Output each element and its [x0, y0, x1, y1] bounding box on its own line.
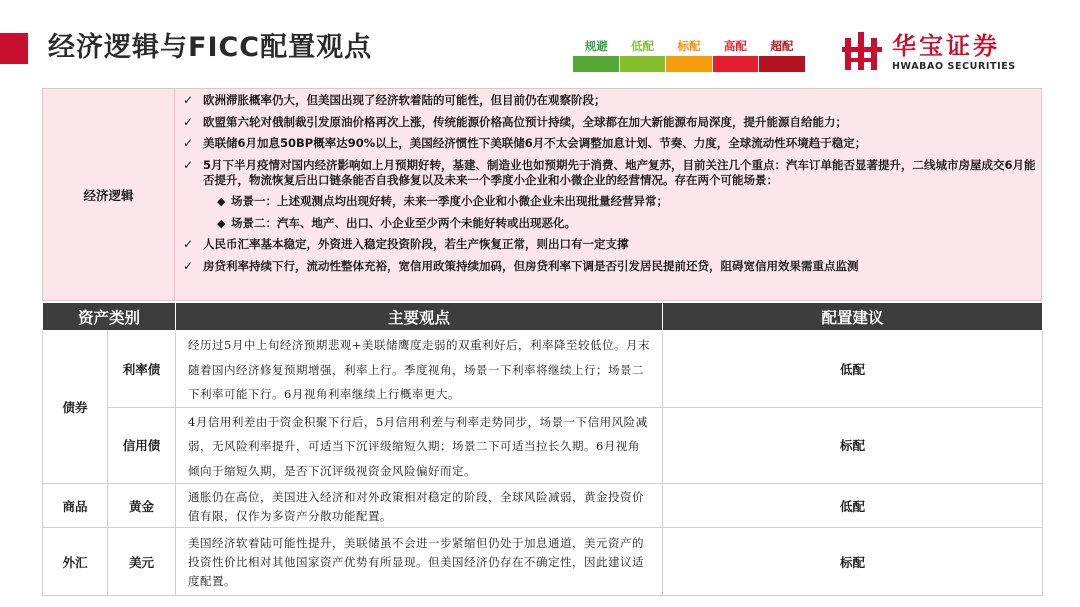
table-row [43, 331, 1043, 408]
check-icon: ✓ [183, 237, 194, 251]
table-row [43, 407, 1043, 484]
economic-logic-points [183, 93, 1038, 280]
logic-point-text: 欧洲滞胀概率仍大，但美国出现了经济软着陆的可能性，但目前仍在观察阶段； [203, 93, 606, 107]
economic-logic-panel [42, 88, 1042, 301]
check-icon: ✓ [183, 258, 194, 273]
logo-english-name: HWABAO SECURITIES [892, 61, 1016, 72]
asset-name: 黄金 [108, 484, 176, 528]
scale-labels [573, 38, 805, 54]
logic-point [183, 237, 1038, 252]
scale-segment-max-overweight [759, 56, 805, 72]
logic-point [183, 136, 1038, 151]
economic-logic-label: 经济逻辑 [43, 89, 175, 300]
asset-group-commodities: 商品 [43, 484, 108, 528]
diamond-icon: ◆ [217, 195, 226, 208]
scenario-text: 场景二：汽车、地产、出口、小企业至少两个未能好转或出现恶化。 [231, 215, 576, 230]
logic-point-text: 人民币汇率基本稳定，外资进入稳定投资阶段，若生产恢复正常，则出口有一定支撑 [203, 237, 629, 251]
diamond-icon: ◆ [217, 216, 226, 230]
company-logo [842, 30, 1042, 74]
logo-chinese-name: 华宝证券 [892, 32, 1000, 60]
asset-name: 美元 [108, 528, 176, 596]
scenario-text: 场景一：上述观测点均出现好转，未来一季度小企业和小微企业未出现批量经营异常； [231, 194, 668, 208]
logic-point [183, 259, 1038, 274]
scale-color-bar [573, 56, 805, 72]
asset-view: 通胀仍在高位，美国进入经济和对外政策相对稳定的阶段，全球风险减弱，黄金投资价值有限，仅作为多资产分散功能配置。 [176, 484, 663, 528]
logic-point [183, 115, 1038, 130]
allocation-rating: 标配 [663, 528, 1043, 596]
asset-view: 美国经济软着陆可能性提升，美联储虽不会进一步紧缩但仍处于加息通道，美元资产的投资性价比相对其他国家资产优势有所显现。但美国经济仍存在不确定性，因此建议适度配置。 [176, 528, 663, 596]
scale-label-max-overweight: 超配 [770, 39, 794, 53]
scale-segment-underweight [620, 56, 667, 72]
asset-view: 经历过5月中上旬经济预期悲观+美联储鹰度走弱的双重利好后，利率降至较低位。月末随着国内经济修复预期增强，利率上行。季度视角，场景一下利率将继续上行；场景二下利率可能下行。6月视角利率继续上行概率更大。 [176, 331, 663, 408]
header-allocation: 配置建议 [663, 303, 1043, 331]
page-title: 经济逻辑与FICC配置观点 [48, 32, 373, 63]
scale-label-overweight: 高配 [723, 39, 747, 53]
scale-segment-overweight [713, 56, 760, 72]
logic-point-text: 欧盟第六轮对俄制裁引发原油价格再次上涨，传统能源价格高位预计持续，全球都在加大新能源布局深度，提升能源自给能力； [203, 114, 847, 129]
huabao-logo-icon [842, 30, 884, 72]
scale-segment-neutral [666, 56, 713, 72]
check-icon: ✓ [183, 114, 194, 129]
allocation-rating: 低配 [663, 484, 1043, 528]
logic-point [183, 93, 1038, 108]
check-icon: ✓ [183, 157, 194, 172]
scale-segment-avoid [573, 56, 620, 72]
asset-view: 4月信用利差由于资金积聚下行后，5月信用利差与利率走势同步，场景一下信用风险减弱，无风险利率提升，可适当下沉评级缩短久期；场景二下可适当拉长久期。6月视角倾向于缩短久期，是否下沉评级视资金风险偏好而定。 [176, 407, 663, 484]
logic-point-text: 5月下半月疫情对国内经济影响如上月预期好转，基建、制造业也如预期先于消费、地产复苏，目前关注几个重点：汽车订单能否显著提升，二线城市房屋成交6月能否提升，物流恢复后出口链条能否自我修复以及未来一个季度小企业和小微企业的经营情况。存在两个可能场景： [203, 157, 1036, 187]
asset-group-fx: 外汇 [43, 528, 108, 596]
title-accent-block [0, 33, 28, 64]
allocation-scale-legend [573, 38, 805, 72]
allocation-rating: 低配 [663, 331, 1043, 408]
header-main-view: 主要观点 [176, 303, 663, 331]
logic-point-text: 美联储6月加息50BP概率达90%以上，美国经济惯性下美联储6月不太会调整加息计划、节奏、力度，全球流动性环境趋于稳定； [203, 136, 867, 150]
scale-label-neutral: 标配 [677, 39, 701, 53]
asset-name: 信用债 [108, 407, 176, 484]
asset-group-bonds: 债券 [43, 331, 108, 484]
header-asset-class: 资产类别 [43, 303, 176, 331]
table-row [43, 484, 1043, 528]
logic-point [183, 158, 1038, 188]
scale-label-avoid: 规避 [584, 39, 608, 53]
check-icon: ✓ [183, 136, 194, 150]
table-header-row [43, 303, 1043, 331]
scenario-item [217, 216, 1038, 231]
scale-label-underweight: 低配 [631, 39, 655, 53]
logic-point-text: 房贷利率持续下行，流动性整体充裕，宽信用政策持续加码，但房贷利率下调是否引发居民提前还贷，阻碍宽信用效果需重点监测 [203, 258, 859, 273]
table-row [43, 528, 1043, 596]
check-icon: ✓ [183, 93, 194, 107]
asset-allocation-table [42, 302, 1043, 596]
scenario-item [217, 194, 1038, 209]
asset-name: 利率债 [108, 331, 176, 408]
allocation-rating: 标配 [663, 407, 1043, 484]
